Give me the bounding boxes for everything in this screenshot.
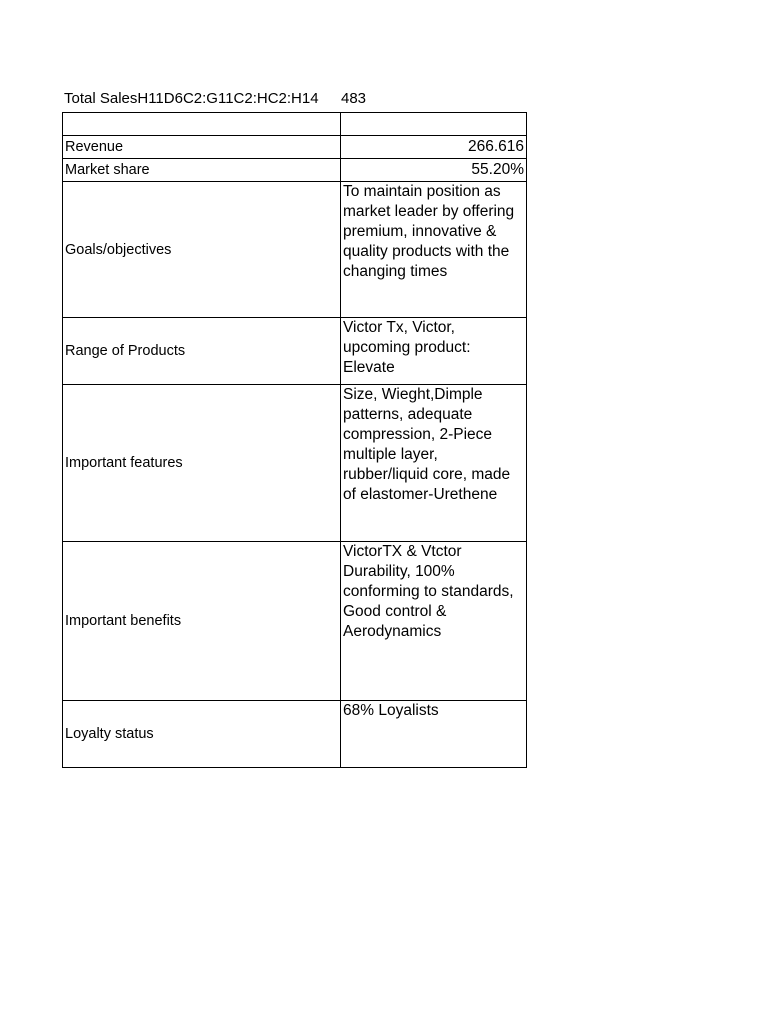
table-row-empty (63, 113, 527, 136)
competitor-profile-table (62, 112, 527, 768)
market-share-value[interactable]: 55.20% (341, 159, 527, 182)
range-of-products-label[interactable]: Range of Products (63, 318, 341, 385)
revenue-value[interactable]: 266.616 (341, 136, 527, 159)
table-row-range-of-products (63, 318, 527, 385)
table-row-revenue (63, 136, 527, 159)
total-sales-label: Total SalesH11D6C2:G11C2:HC2:H14 (64, 90, 319, 107)
market-share-label[interactable]: Market share (63, 159, 341, 182)
important-features-value[interactable]: Size, Wieght,Dimple patterns, adequate compression, 2-Piece multiple layer, rubber/liquid core, made of elastomer-Urethene (341, 385, 527, 542)
goals-value[interactable]: To maintain position as market leader by offering premium, innovative & quality products with the changing times (341, 182, 527, 318)
loyalty-status-value[interactable]: 68% Loyalists (341, 701, 527, 768)
range-of-products-value[interactable]: Victor Tx, Victor, upcoming product: Elevate (341, 318, 527, 385)
important-benefits-label[interactable]: Important benefits (63, 542, 341, 701)
total-sales-header (64, 90, 534, 110)
important-benefits-value[interactable]: VictorTX & Vtctor Durability, 100% conforming to standards, Good control & Aerodynamics (341, 542, 527, 701)
goals-label[interactable]: Goals/objectives (63, 182, 341, 318)
table-row-important-benefits (63, 542, 527, 701)
loyalty-status-label[interactable]: Loyalty status (63, 701, 341, 768)
revenue-label[interactable]: Revenue (63, 136, 341, 159)
total-sales-value: 483 (341, 90, 367, 107)
table-row-loyalty-status (63, 701, 527, 768)
table-row-goals (63, 182, 527, 318)
important-features-label[interactable]: Important features (63, 385, 341, 542)
table-row-market-share (63, 159, 527, 182)
empty-value-cell[interactable] (341, 113, 527, 136)
empty-label-cell[interactable] (63, 113, 341, 136)
table-row-important-features (63, 385, 527, 542)
